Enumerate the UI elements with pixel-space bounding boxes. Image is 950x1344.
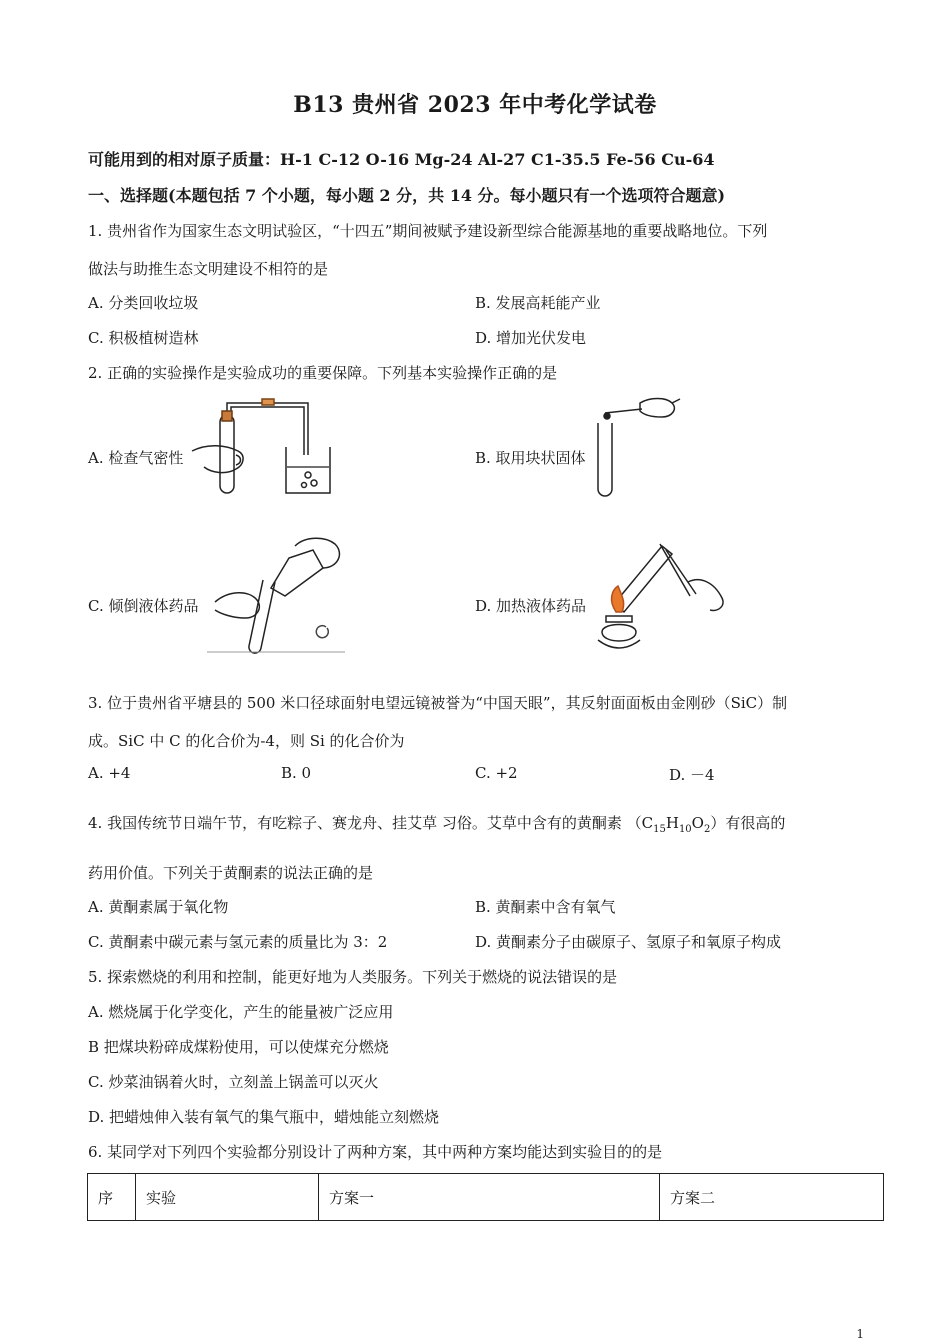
q4-option-a: A. 黄酮素属于氧化物 (88, 898, 229, 916)
page-title: B13 贵州省 2023 年中考化学试卷 (293, 92, 657, 118)
header-plan-two: 方案二 (660, 1174, 884, 1221)
q3-option-b: B. 0 (281, 764, 312, 782)
q5-option-c: C. 炒菜油锅着火时，立刻盖上锅盖可以灭火 (88, 1073, 379, 1091)
q5-stem: 5. 探索燃烧的利用和控制，能更好地为人类服务。下列关于燃烧的说法错误的是 (88, 968, 618, 986)
q4-option-c: C. 黄酮素中碳元素与氢元素的质量比为 3：2 (88, 933, 388, 951)
solid-sampling-illustration (592, 393, 682, 498)
q4-sub-10: 10 (678, 824, 692, 835)
table-header-row (88, 1174, 884, 1221)
q1-stem-line1: 1. 贵州省作为国家生态文明试验区，“十四五”期间被赋予建设新型综合能源基地的重要战略地位。下列 (88, 222, 768, 240)
q3-option-d: D. －4 (669, 766, 715, 784)
q2-option-b: B. 取用块状固体 (475, 449, 586, 467)
q4-stem-line1 (88, 812, 785, 835)
q2-stem: 2. 正确的实验操作是实验成功的重要保障。下列基本实验操作正确的是 (88, 364, 558, 382)
q6-table (87, 1173, 884, 1221)
q3-stem-line2: 成。SiC 中 C 的化合价为-4，则 Si 的化合价为 (88, 732, 405, 750)
q1-option-a: A. 分类回收垃圾 (88, 294, 199, 312)
pour-liquid-illustration (205, 528, 350, 658)
q4-h: H (665, 814, 679, 832)
q4-o: O (691, 814, 704, 832)
header-index: 序 (88, 1174, 136, 1221)
q4-sub-15: 15 (653, 824, 666, 835)
q4-stem-line2: 药用价值。下列关于黄酮素的说法正确的是 (88, 864, 374, 882)
q4-sub-2: 2 (703, 824, 711, 835)
q3-option-a: A. +4 (88, 764, 131, 782)
heat-liquid-illustration (592, 540, 732, 660)
q6-stem: 6. 某同学对下列四个实验都分别设计了两种方案，其中两种方案均能达到实验目的的是 (88, 1143, 663, 1161)
q1-option-c: C. 积极植树造林 (88, 329, 199, 347)
q5-option-a: A. 燃烧属于化学变化，产生的能量被广泛应用 (88, 1003, 394, 1021)
q5-option-d: D. 把蜡烛伸入装有氧气的集气瓶中，蜡烛能立刻燃烧 (88, 1108, 440, 1126)
q4-stem-text-b: ）有很高的 (710, 814, 786, 832)
q5-option-b: B 把煤块粉碎成煤粉使用，可以使煤充分燃烧 (88, 1038, 389, 1056)
q2-option-d: D. 加热液体药品 (475, 597, 587, 615)
section-heading: 一、选择题(本题包括 7 个小题，每小题 2 分，共 14 分。每小题只有一个选项符合题意) (88, 186, 726, 205)
q1-option-b: B. 发展高耗能产业 (475, 294, 601, 312)
q2-option-a: A. 检查气密性 (88, 449, 184, 467)
q1-stem-line2: 做法与助推生态文明建设不相符的是 (88, 260, 329, 278)
q4-option-b: B. 黄酮素中含有氧气 (475, 898, 616, 916)
q4-option-d: D. 黄酮素分子由碳原子、氢原子和氧原子构成 (475, 933, 782, 951)
q2-option-c: C. 倾倒液体药品 (88, 597, 199, 615)
q3-option-c: C. +2 (475, 764, 518, 782)
q3-stem-line1: 3. 位于贵州省平塘县的 500 米口径球面射电望远镜被誉为“中国天眼”，其反射面面板由金刚砂（SiC）制 (88, 694, 788, 712)
header-experiment: 实验 (136, 1174, 319, 1221)
atomic-masses: 可能用到的相对原子质量：H-1 C-12 O-16 Mg-24 Al-27 C1-35.5 Fe-56 Cu-64 (88, 150, 715, 169)
header-plan-one: 方案一 (319, 1174, 660, 1221)
airtightness-check-illustration (190, 393, 340, 501)
q1-option-d: D. 增加光伏发电 (475, 329, 587, 347)
q4-stem-text-a: 4. 我国传统节日端午节，有吃粽子、赛龙舟、挂艾草 习俗。艾草中含有的黄酮素 （C (88, 814, 654, 832)
page-number: 1 (856, 1327, 864, 1341)
